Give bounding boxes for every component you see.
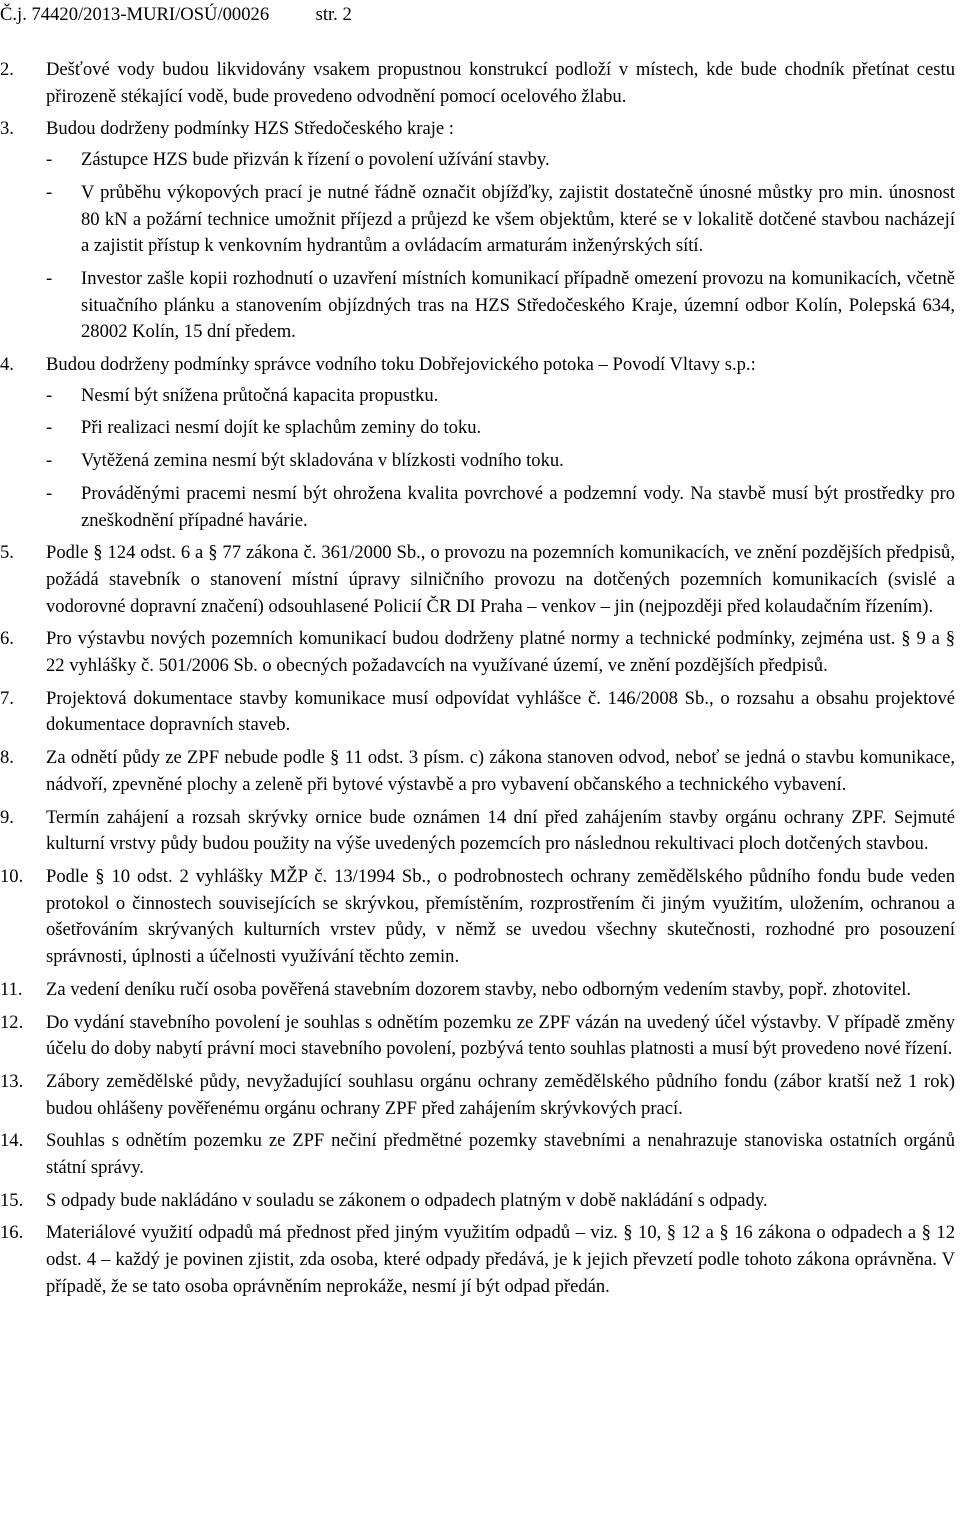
item-text: Za vedení deníku ručí osoba pověřená stavebním dozorem stavby, nebo odborným vedením stavby, popř. zhotovitel. [46,978,912,1000]
dash-bullet-icon: - [46,417,53,439]
page-header: Č.j. 74420/2013-MURI/OSÚ/00026 str. 2 [0,4,352,25]
numbered-item [0,1128,955,1181]
dash-bullet-icon: - [46,384,53,406]
dash-sub-item [0,383,955,410]
numbered-item [0,805,955,858]
dash-bullet-icon: - [46,181,53,203]
dash-sub-item [0,481,955,534]
item-text: Budou dodrženy podmínky HZS Středočeského kraje : [46,118,454,140]
sub-item-text: Prováděnými pracemi nesmí být ohrožena kvalita povrchové a podzemní vody. Na stavbě musí být prostředky pro zneškodnění případné havárie. [81,482,955,531]
item-number: 9. [0,806,14,828]
sub-item-text: Zástupce HZS bude přizván k řízení o povolení užívání stavby. [81,149,550,171]
dash-sub-item [0,448,955,475]
item-number: 10. [0,865,24,887]
document-body [0,57,955,1307]
dash-sub-item [0,147,955,174]
item-text: Za odnětí půdy ze ZPF nebude podle § 11 odst. 3 písm. c) zákona stanoven odvod, neboť se jedná o stavbu komunikace, nádvoří, zpevněné plochy a zeleně při bytové výstavbě a pro vybavení občanského a technického vybavení. [46,747,955,795]
numbered-item [0,686,955,739]
item-number: 15. [0,1189,24,1211]
sub-item-text: Vytěžená zemina nesmí být skladována v blízkosti vodního toku. [81,450,564,472]
item-number: 5. [0,542,14,564]
item-number: 2. [0,59,14,80]
dash-sub-item [0,180,955,260]
item-number: 12. [0,1011,24,1033]
numbered-item [0,745,955,798]
item-number: 13. [0,1070,24,1092]
numbered-item [0,116,955,143]
numbered-item [0,57,955,110]
numbered-item [0,977,955,1004]
item-text: Termín zahájení a rozsah skrývky ornice bude oznámen 14 dní před zahájením stavby orgánu ochrany ZPF. Sejmuté kulturní vrstvy půdy budou použity na výše uvedených pozemcích pro následnou rekultivaci ploch dotčených stavbou. [46,806,955,855]
dash-bullet-icon: - [46,267,53,289]
item-text: Podle § 124 odst. 6 a § 77 zákona č. 361/2000 Sb., o provozu na pozemních komunikacích, ve znění pozdějších předpisů, požádá stavebník o stanovení místní úpravy silničního provozu na dotčených pozemních komunikacích (svislé a vodorovné dopravní značení) odsouhlasené Policií ČR DI Praha – venkov – jin (nejpozději před kolaudačním řízením). [46,542,955,617]
item-number: 6. [0,628,14,650]
item-text: Do vydání stavebního povolení je souhlas s odnětím pozemku ze ZPF vázán na uvedený účel výstavby. V případě změny účelu do doby nabytí právní moci stavebního povolení, pozbývá tento souhlas platnosti a musí být provedeno nové řízení. [46,1011,955,1060]
numbered-item [0,1010,955,1063]
item-text: Zábory zemědělské půdy, nevyžadující souhlasu orgánu ochrany zemědělského půdního fondu (zábor kratší než 1 rok) budou ohlášeny pověřenému orgánu ochrany ZPF před zahájením skrývkových prací. [46,1070,955,1119]
sub-item-text: Investor zašle kopii rozhodnutí o uzavření místních komunikací případně omezení provozu na komunikacích, včetně situačního plánku a stanovením objízdných tras na HZS Středočeského Kraje, územní odbor Kolín, Polepská 634, 28002 Kolín, 15 dní předem. [81,267,955,343]
dash-bullet-icon: - [46,450,53,472]
numbered-item [0,352,955,379]
item-text: Materiálové využití odpadů má přednost před jiným využitím odpadů – viz. § 10, § 12 a § 16 zákona o odpadech a § 12 odst. 4 – každý je povinen zjistit, zda osoba, které odpady předává, je k jejich převzetí podle tohoto zákona oprávněna. V případě, že se tato osoba oprávněním neprokáže, nesmí jí být odpad předán. [46,1222,955,1297]
item-number: 3. [0,118,14,140]
dash-sub-item [0,266,955,346]
item-text: Souhlas s odnětím pozemku ze ZPF nečiní předmětné pozemky stavebními a nenahrazuje stanoviska ostatních orgánů státní správy. [46,1130,955,1179]
item-number: 11. [0,978,23,1000]
dash-bullet-icon: - [46,482,53,504]
sub-item-text: Při realizaci nesmí dojít ke splachům zeminy do toku. [81,417,482,439]
item-text: Podle § 10 odst. 2 vyhlášky MŽP č. 13/1994 Sb., o podrobnostech ochrany zemědělského půdního fondu bude veden protokol o činnostech souvisejících se skrývkou, přemístěním, rozprostřením či jiným využitím, uložením, ochranou a ošetřováním skrývaných kulturních vrstev půdy, v němž se uvedou všechny skutečnosti, rozhodné pro posouzení správnosti, úplnosti a účelnosti využívání těchto zemin. [46,865,955,968]
sub-item-text: V průběhu výkopových prací je nutné řádně označit objížďky, zajistit dostatečně únosné můstky pro min. únosnost 80 kN a požární technice umožnit příjezd a průjezd ke všem objektům, které se v lokalitě dotčené stavbou nacházejí a zajistit přístup k venkovním hydrantům a ovládacím armaturám inženýrských sítí. [81,181,955,257]
dash-bullet-icon: - [46,149,53,171]
dash-sub-item [0,415,955,442]
sub-item-text: Nesmí být snížena průtočná kapacita propustku. [81,384,439,406]
item-text: Projektová dokumentace stavby komunikace musí odpovídat vyhlášce č. 146/2008 Sb., o rozsahu a obsahu projektové dokumentace dopravních staveb. [46,687,955,736]
numbered-item [0,540,955,620]
item-text: S odpady bude nakládáno v souladu se zákonem o odpadech platným v době nakládání s odpady. [46,1189,768,1211]
item-text: Dešťové vody budou likvidovány vsakem propustnou konstrukcí podloží v místech, kde bude chodník přetínat cestu přirozeně stékající vodě, bude provedeno odvodnění pomocí ocelového žlabu. [46,59,955,107]
numbered-item [0,1069,955,1122]
item-number: 14. [0,1130,24,1152]
item-number: 8. [0,747,14,769]
item-number: 4. [0,354,14,376]
numbered-item [0,1188,955,1215]
item-text: Budou dodrženy podmínky správce vodního toku Dobřejovického potoka – Povodí Vltavy s.p.: [46,354,756,376]
numbered-item [0,864,955,971]
item-number: 16. [0,1222,24,1244]
item-number: 7. [0,687,14,709]
numbered-item [0,1220,955,1300]
numbered-item [0,626,955,679]
item-text: Pro výstavbu nových pozemních komunikací budou dodrženy platné normy a technické podmínky, zejména ust. § 9 a § 22 vyhlášky č. 501/2006 Sb. o obecných požadavcích na využívané území, ve znění pozdějších předpisů. [46,628,955,677]
